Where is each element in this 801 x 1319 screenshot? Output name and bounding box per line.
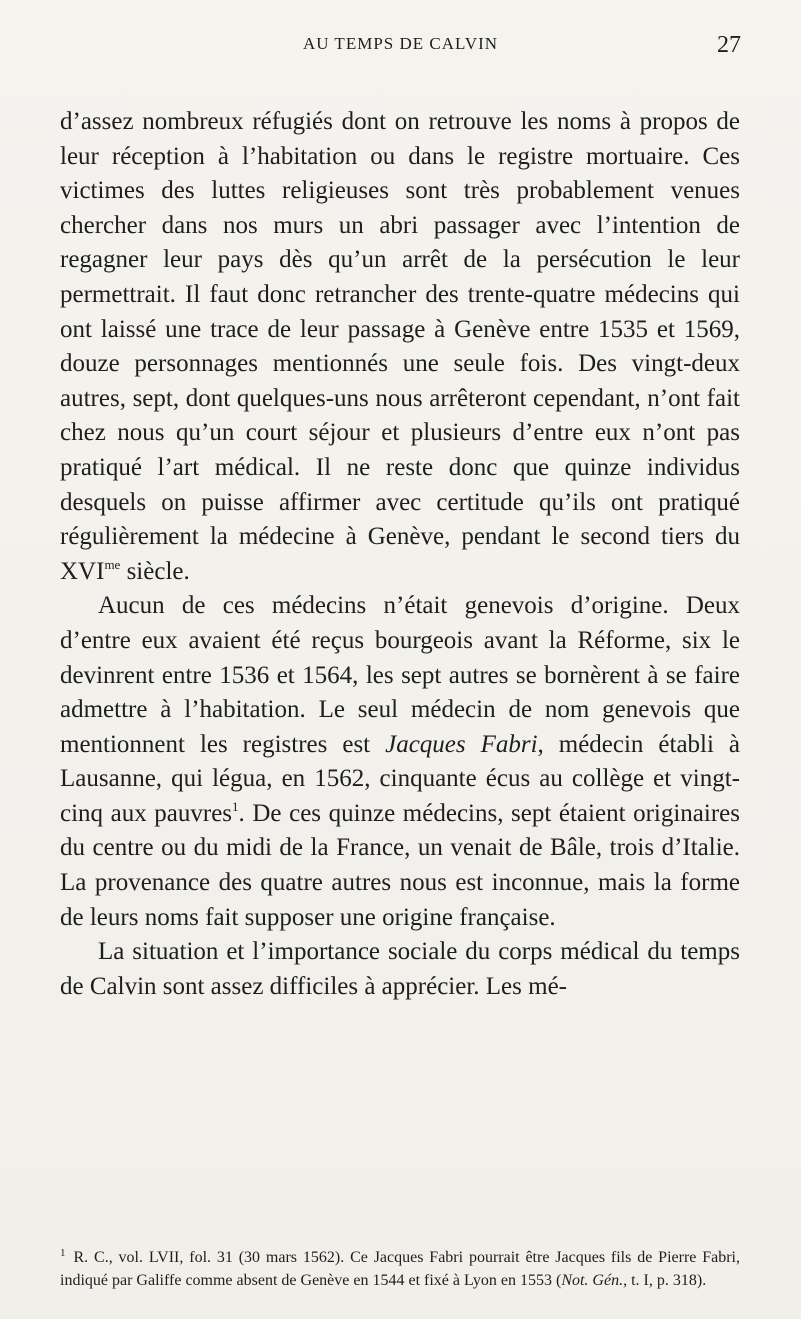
page-number: 27: [717, 32, 741, 58]
footnote: [60, 1247, 740, 1292]
paragraph-2-text-a: Aucun de ces médecins n’était genevois d’origine. Deux d’entre eux avaient été reçus bourgeois avant la Réforme, six le devinrent entre 1536 et 1564, les sept autres se bornèrent à se faire admettre à l’habitation. Le seul médecin de nom genevois que mentionnent les registres est: [60, 592, 740, 758]
footnote-text-b: , t. I, p. 318).: [623, 1272, 707, 1289]
paragraph-2-text-b: , médecin établi à Lausanne, qui légua, en 1562, cinquante écus au collège et vingt-cinq aux pauvres: [60, 730, 740, 827]
main-text: [60, 105, 740, 1004]
footnote-text-a: R. C., vol. LVII, fol. 31 (30 mars 1562). Ce Jacques Fabri pourrait être Jacques fils de Pierre Fabri, indiqué par Galiffe comme absent de Genève en 1544 et fixé à Lyon en 1553 (: [60, 1249, 740, 1289]
footnote-source-title: Not. Gén.: [561, 1272, 624, 1289]
paragraph-1-end: siècle.: [120, 557, 190, 585]
page-header: [60, 34, 741, 62]
paragraph-3: La situation et l’importance sociale du corps médical du temps de Calvin sont assez difficiles à apprécier. Les mé-: [60, 938, 740, 1000]
footnote-mark: 1: [60, 1247, 66, 1259]
paragraph-2-text-c: . De ces quinze médecins, sept étaient originaires du centre ou du midi de la France, un venait de Bâle, trois d’Italie. La provenance des quatre autres nous est inconnue, mais la forme de leurs noms fait supposer une origine française.: [60, 799, 740, 931]
person-name-jacques-fabri: Jacques Fabri: [385, 730, 538, 758]
paragraph-1-text: d’assez nombreux réfugiés dont on retrouve les noms à propos de leur réception à l’habitation ou dans le registre mortuaire. Ces victimes des luttes religieuses sont très probablement venues chercher dans nos murs un abri passager avec l’intention de regagner leur pays dès qu’un arrêt de la persécution le leur permettrait. Il faut donc retrancher des trente-quatre médecins qui ont laissé une trace de leur passage à Genève entre 1535 et 1569, douze personnages mentionnés une seule fois. Des vingt-deux autres, sept, dont quelques-uns nous arrêteront cependant, n’ont fait chez nous qu’un court séjour et plusieurs d’entre eux n’ont pas pratiqué l’art médical. Il ne reste donc que quinze individus desquels on puisse affirmer avec certitude qu’ils ont pratiqué régulièrement la médecine à Genève, pendant le second tiers du XVI: [60, 108, 740, 585]
century-superscript: me: [104, 556, 121, 572]
paragraph-1: [60, 105, 740, 589]
paragraph-2: [60, 589, 740, 935]
running-title: AU TEMPS DE CALVIN: [302, 34, 499, 53]
footnote-reference: 1: [232, 798, 239, 814]
